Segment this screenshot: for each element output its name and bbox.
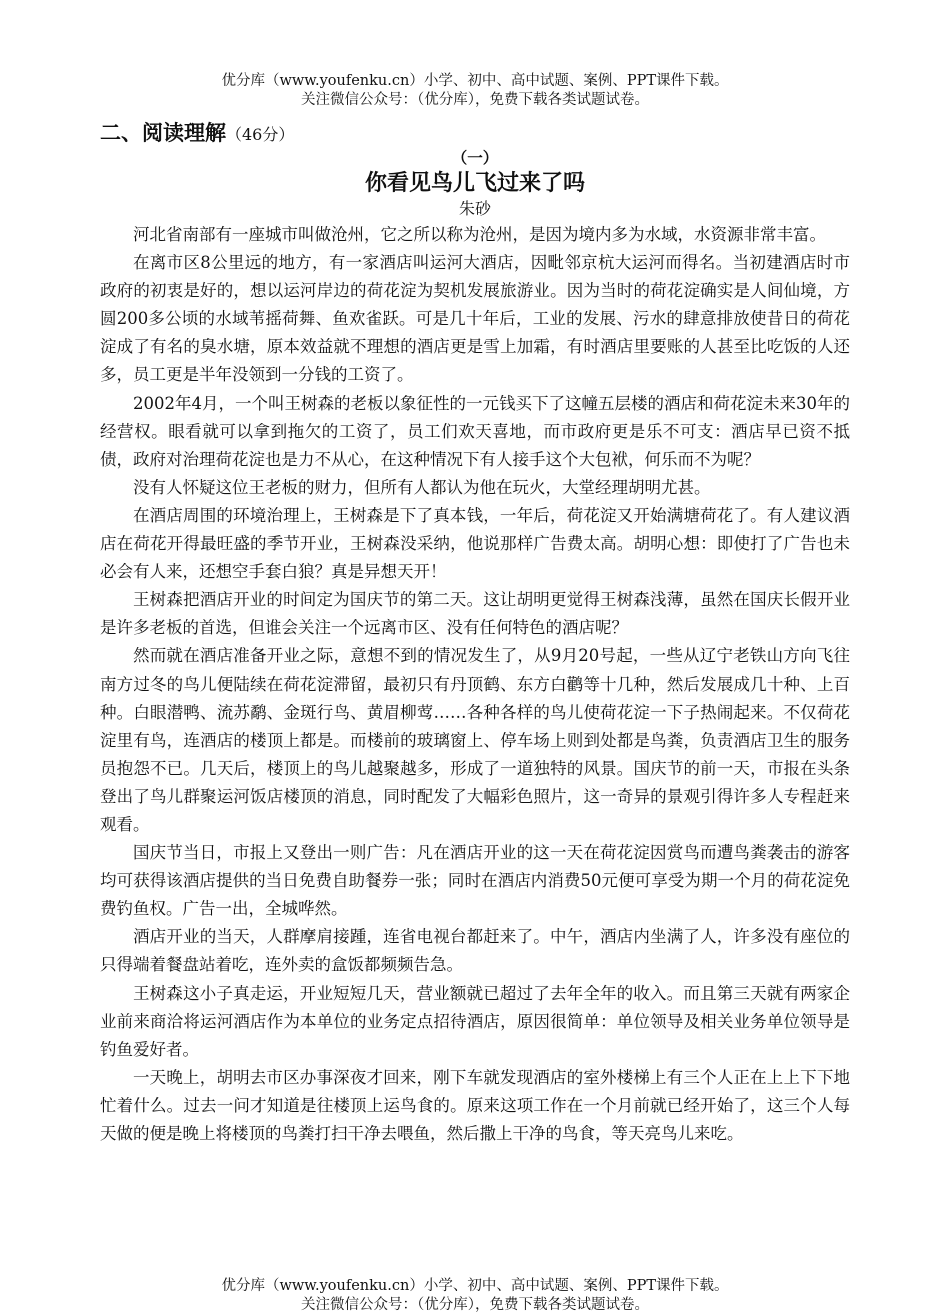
paragraph: 没有人怀疑这位王老板的财力，但所有人都认为他在玩火，大堂经理胡明尤甚。 [133, 477, 711, 497]
paragraph: 王树森把酒店开业的时间定为国庆节的第二天。这让胡明更觉得王树森浅薄，虽然在国庆长假开业是许多老板的首选，但谁会关注一个远离市区、没有任何特色的酒店呢？ [100, 590, 850, 638]
paragraph: 河北省南部有一座城市叫做沧州，它之所以称为沧州，是因为境内多为水域，水资源非常丰富。 [133, 225, 826, 244]
page-footer [0, 1277, 950, 1315]
paragraph: 王树森这小子真走运，开业短短几天，营业额就已超过了去年全年的收入。而且第三天就有两家企业前来商洽将运河酒店作为本单位的业务定点招待酒店，原因很简单：单位领导及相关业务单位领导是钓鱼爱好者。 [100, 983, 850, 1059]
section-heading [100, 119, 294, 149]
header-line-1: 优分库（www.youfenku.cn）小学、初中、高中试题、案例、PPT课件下载。 [221, 73, 729, 89]
paragraph: 一天晚上，胡明去市区办事深夜才回来，刚下车就发现酒店的室外楼梯上有三个人正在上上下下地忙着什么。过去一问才知道是往楼顶上运鸟食的。原来这项工作在一个月前就已经开始了，这三个人每天做的便是晚上将楼顶的鸟粪打扫干净去喂鱼，然后撒上干净的鸟食，等天亮鸟儿来吃。 [100, 1067, 850, 1143]
footer-line-2: 关注微信公众号：（优分库），免费下载各类试题试卷。 [301, 1297, 649, 1313]
paragraph: 在酒店周围的环境治理上，王树森是下了真本钱，一年后，荷花淀又开始满塘荷花了。有人建议酒店在荷花开得最旺盛的季节开业，王树森没采纳，他说那样广告费太高。胡明心想：即使打了广告也未必会有人来，还想空手套白狼？真是异想天开！ [100, 505, 850, 582]
paragraph: 在离市区8公里远的地方，有一家酒店叫运河大酒店，因毗邻京杭大运河而得名。当初建酒店时市政府的初衷是好的，想以运河岸边的荷花淀为契机发展旅游业。因为当时的荷花淀确实是人间仙境，方圆200多公顷的水域苇摇荷舞、鱼欢雀跃。可是几十年后，工业的发展、污水的肆意排放使昔日的荷花淀成了有名的臭水塘，原本效益就不理想的酒店更是雪上加霜，有时酒店里要账的人甚至比吃饭的人还多，员工更是半年没领到一分钱的工资了。 [100, 253, 850, 385]
footer-line-1: 优分库（www.youfenku.cn）小学、初中、高中试题、案例、PPT课件下载。 [221, 1278, 729, 1294]
paragraph: 酒店开业的当天，人群摩肩接踵，连省电视台都赶来了。中午，酒店内坐满了人，许多没有座位的只得端着餐盘站着吃，连外卖的盒饭都频频告急。 [100, 927, 850, 975]
paragraph: 国庆节当日，市报上又登出一则广告：凡在酒店开业的这一天在荷花淀因赏鸟而遭鸟粪袭击的游客均可获得该酒店提供的当日免费自助餐券一张；同时在酒店内消费50元便可享受为期一个月的荷花淀免费钓鱼权。广告一出，全城哗然。 [100, 843, 850, 919]
passage-body [100, 221, 850, 1148]
header-line-2: 关注微信公众号：（优分库），免费下载各类试题试卷。 [301, 92, 649, 108]
paragraph: 2002年4月，一个叫王树森的老板以象征性的一元钱买下了这幢五层楼的酒店和荷花淀未来30年的经营权。眼看就可以拿到拖欠的工资了，员工们欢天喜地，而市政府更是乐不可支：酒店早已资不抵债，政府对治理荷花淀也是力不从心，在这种情况下有人接手这个大包袱，何乐而不为呢？ [100, 393, 850, 469]
page-header [0, 72, 950, 110]
passage-title: 你看见鸟儿飞过来了吗 [364, 170, 585, 196]
section-score: （46分） [226, 125, 295, 144]
section-title: 二、阅读理解 [100, 120, 226, 145]
passage-number: （一） [451, 148, 499, 167]
passage-author: 朱砂 [458, 199, 491, 218]
paragraph: 然而就在酒店准备开业之际，意想不到的情况发生了，从9月20号起，一些从辽宁老铁山方向飞往南方过冬的鸟儿便陆续在荷花淀滞留，最初只有丹顶鹤、东方白鹳等十几种，然后发展成几十种、上百种。白眼潜鸭、流苏鹬、金斑行鸟、黄眉柳莺……各种各样的鸟儿使荷花淀一下子热闹起来。不仅荷花淀里有鸟，连酒店的楼顶上都是。而楼前的玻璃窗上、停车场上则到处都是鸟粪，负责酒店卫生的服务员抱怨不已。几天后，楼顶上的鸟儿越聚越多，形成了一道独特的风景。国庆节的前一天，市报在头条登出了鸟儿群聚运河饭店楼顶的消息，同时配发了大幅彩色照片，这一奇异的景观引得许多人专程赶来观看。 [100, 646, 850, 834]
